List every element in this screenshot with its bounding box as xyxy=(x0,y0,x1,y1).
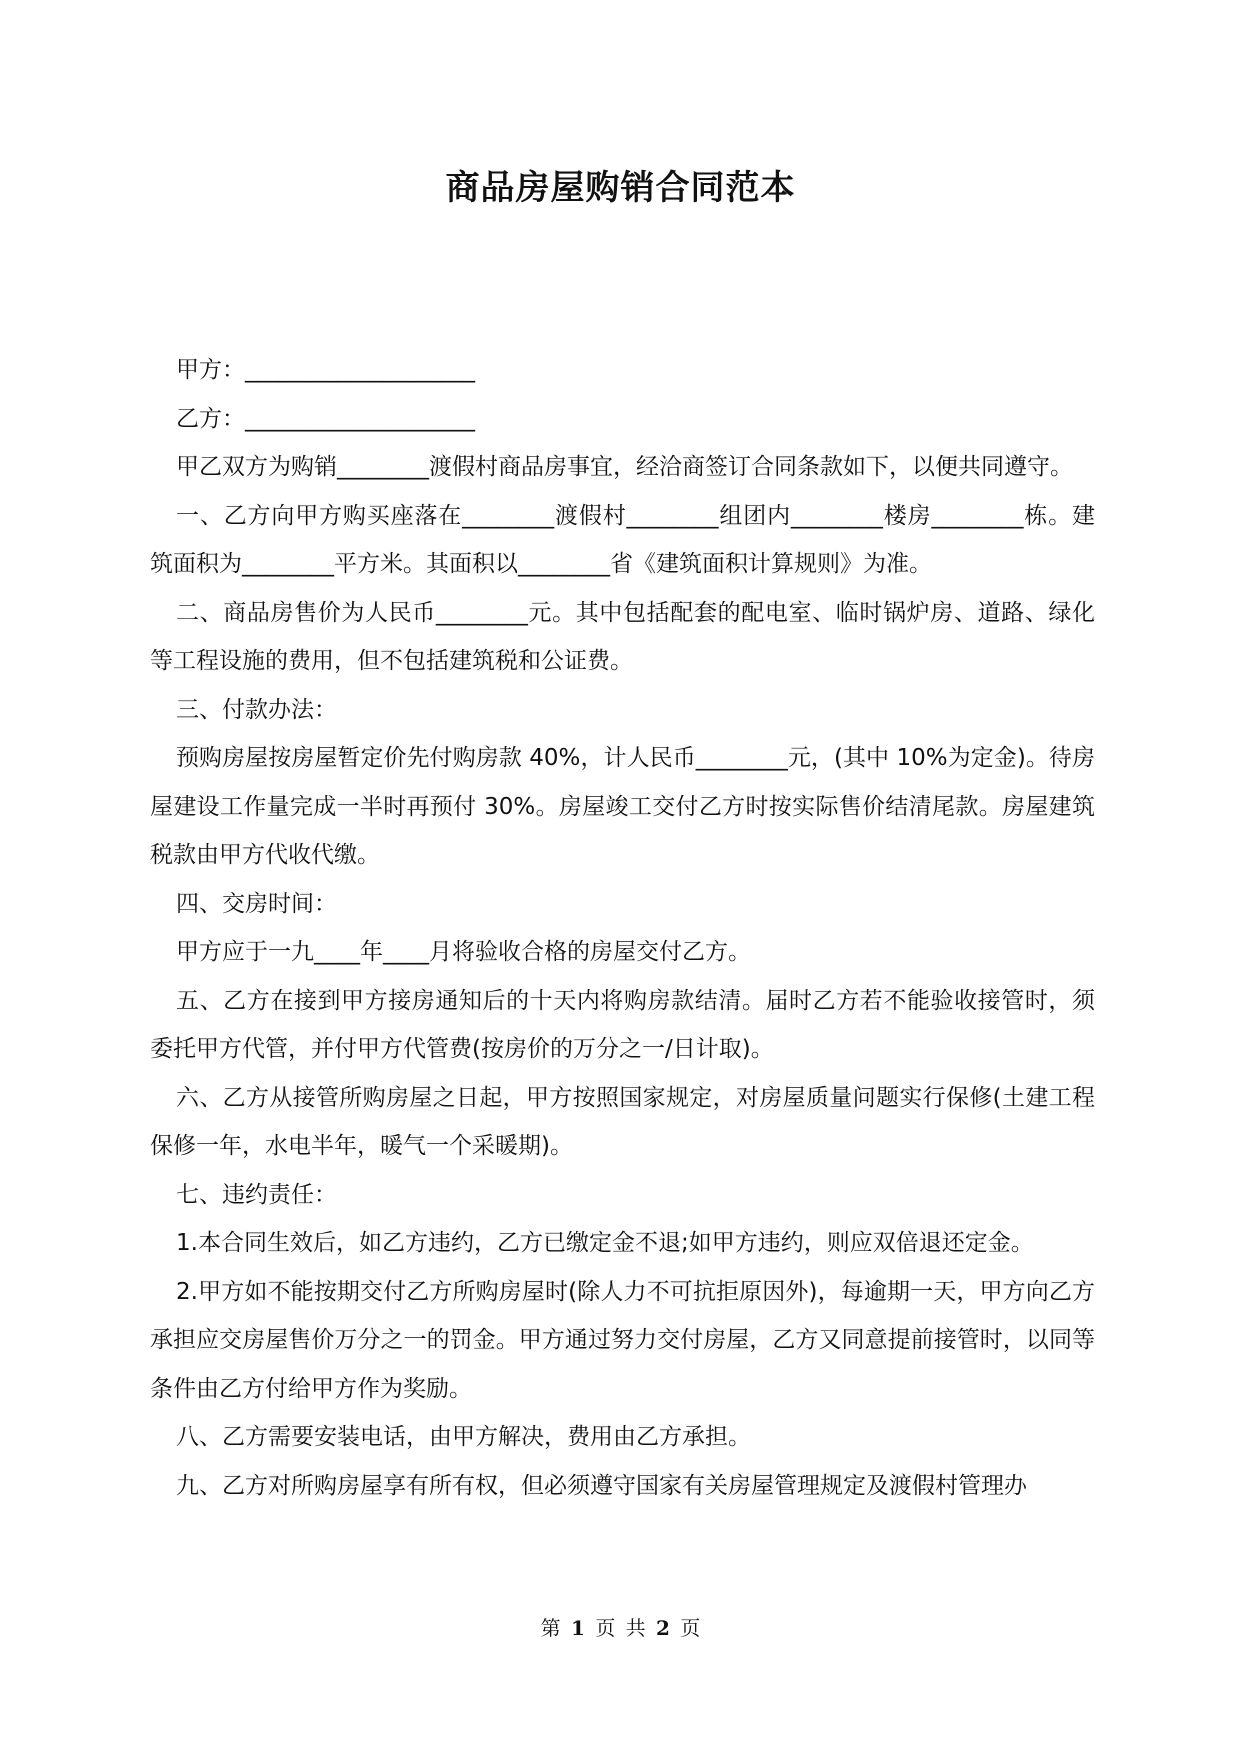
footer-suffix: 页 xyxy=(680,1616,701,1640)
clause-6-paragraph: 六、乙方从接管所购房屋之日起，甲方按照国家规定，对房屋质量问题实行保修(土建工程保修一年，水电半年，暖气一个采暖期)。 xyxy=(150,1084,1095,1159)
clause-4-paragraph: 甲方应于一九____年____月将验收合格的房屋交付乙方。 xyxy=(176,939,751,965)
clause-7-item-2: 2.甲方如不能按期交付乙方所购房屋时(除人力不可抗拒原因外)，每逾期一天，甲方向乙方承担应交房屋售价万分之一的罚金。甲方通过努力交付房屋，乙方又同意提前接管时，以同等条件由乙方付给甲方作为奖励。 xyxy=(150,1278,1095,1402)
footer-page-number: 1 xyxy=(571,1616,585,1640)
footer-middle: 页 共 xyxy=(595,1616,646,1640)
preamble-paragraph: 甲乙双方为购销________渡假村商品房事宜，经洽商签订合同条款如下，以便共同遵守。 xyxy=(176,454,1073,480)
party-a-line: 甲方：____________________ xyxy=(176,357,475,383)
clause-3-heading: 三、付款办法： xyxy=(176,696,337,723)
clause-2-paragraph: 二、商品房售价为人民币________元。其中包括配套的配电室、临时锅炉房、道路、绿化等工程设施的费用，但不包括建筑税和公证费。 xyxy=(150,599,1095,674)
party-b-line: 乙方：____________________ xyxy=(176,405,475,432)
footer-total-pages: 2 xyxy=(656,1616,670,1640)
clause-3-paragraph: 预购房屋按房屋暂定价先付购房款 40%，计人民币________元，(其中 10%为定金)。待房屋建设工作量完成一半时再预付 30%。房屋竣工交付乙方时按实际售价结清尾款。房屋建筑税款由甲方代收代缴。 xyxy=(150,745,1095,868)
document-title: 商品房屋购销合同范本 xyxy=(445,168,796,208)
clause-7-heading: 七、违约责任： xyxy=(176,1181,337,1208)
clause-5-paragraph: 五、乙方在接到甲方接房通知后的十天内将购房款结清。届时乙方若不能验收接管时，须委托甲方代管，并付甲方代管费(按房价的万分之一/日计取)。 xyxy=(150,987,1095,1062)
clause-4-heading: 四、交房时间： xyxy=(176,890,337,917)
clause-1-paragraph: 一、乙方向甲方购买座落在________渡假村________组团内________楼房________栋。建筑面积为________平方米。其面积以________省《建筑面积计算规则》为准。 xyxy=(150,502,1095,577)
document-body xyxy=(150,346,1095,1510)
page-footer xyxy=(0,1612,1241,1641)
clause-9-paragraph: 九、乙方对所购房屋享有所有权，但必须遵守国家有关房屋管理规定及渡假村管理办 xyxy=(176,1472,1027,1499)
footer-prefix: 第 xyxy=(540,1616,561,1640)
clause-7-item-1: 1.本合同生效后，如乙方违约，乙方已缴定金不退;如甲方违约，则应双倍退还定金。 xyxy=(176,1230,1034,1256)
clause-8-paragraph: 八、乙方需要安装电话，由甲方解决，费用由乙方承担。 xyxy=(176,1424,751,1450)
